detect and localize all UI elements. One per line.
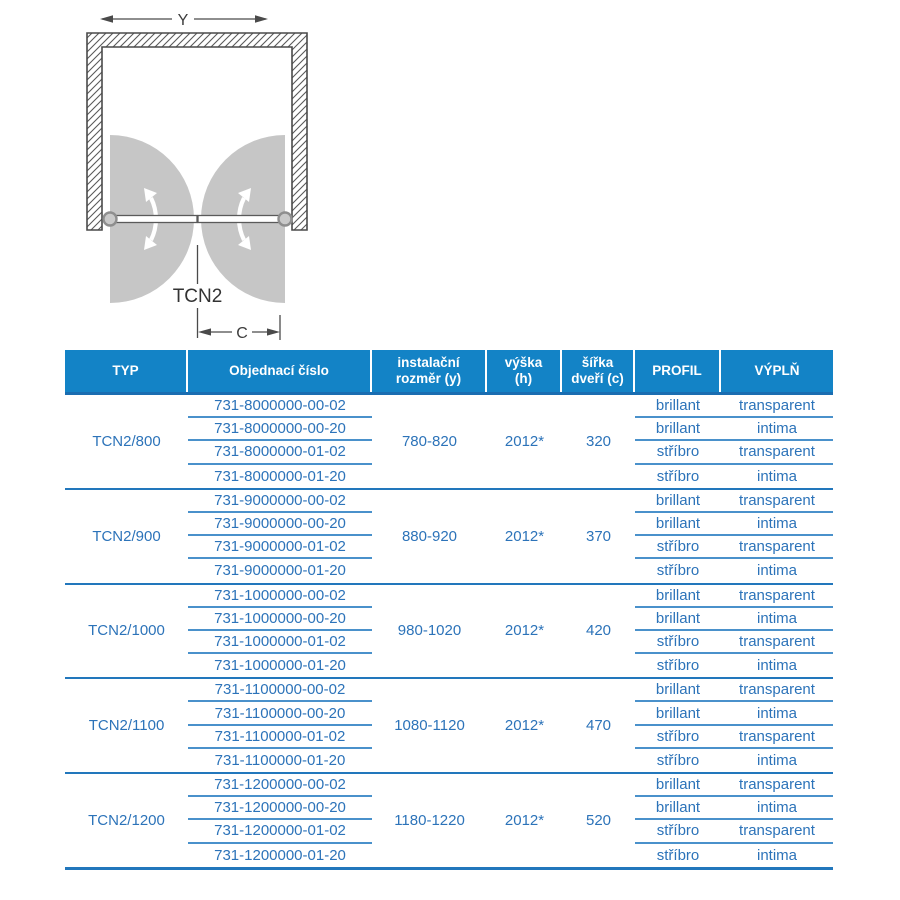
typ-cell: TCN2/1100	[88, 717, 165, 735]
hinge-left	[104, 213, 117, 226]
table-group	[65, 772, 833, 867]
header-profil	[635, 350, 721, 392]
header-height	[487, 350, 562, 392]
install-size-cell: 1180-1220	[394, 811, 465, 829]
vypln-cell: intima	[721, 797, 833, 820]
vypln-cell: transparent	[721, 441, 833, 464]
header-door-width-line1: šířka	[581, 355, 614, 371]
door-width-cell: 470	[585, 717, 612, 735]
profil-cell: stříbro	[635, 726, 721, 749]
order-cell: 731-8000000-01-20	[214, 467, 346, 485]
vypln-cell: intima	[756, 657, 797, 675]
vypln-cell: transparent	[721, 631, 833, 654]
height-cell: 2012*	[504, 432, 545, 450]
profil-cell: brillant	[635, 395, 721, 418]
height-cell: 2012*	[504, 527, 545, 545]
install-size-cell: 1080-1120	[394, 717, 465, 735]
order-cell: 731-8000000-00-02	[188, 395, 372, 418]
header-install-size	[372, 350, 487, 392]
spec-table	[65, 350, 833, 870]
product-label: TCN2	[172, 286, 223, 307]
order-cell: 731-1100000-01-20	[214, 751, 346, 769]
vypln-cell: transparent	[721, 820, 833, 843]
vypln-cell: intima	[721, 702, 833, 725]
order-cell: 731-9000000-00-20	[188, 513, 372, 536]
profil-cell: brillant	[635, 608, 721, 631]
header-order-number	[188, 350, 372, 392]
order-cell: 731-1200000-00-20	[188, 797, 372, 820]
order-cell: 731-9000000-01-02	[188, 536, 372, 559]
order-cell: 731-1200000-00-02	[188, 774, 372, 797]
profil-cell: brillant	[635, 774, 721, 797]
door-width-cell: 370	[585, 527, 612, 545]
order-cell: 731-9000000-01-20	[214, 562, 346, 580]
vypln-cell: intima	[756, 846, 797, 864]
dim-y-line	[100, 12, 268, 29]
profil-cell: stříbro	[635, 536, 721, 559]
typ-cell: TCN2/1000	[88, 622, 165, 640]
header-vypln-label: VÝPLŇ	[754, 363, 800, 379]
install-size-cell: 980-1020	[397, 622, 462, 640]
table-group	[65, 677, 833, 772]
table-group	[65, 488, 833, 583]
vypln-cell: transparent	[721, 774, 833, 797]
header-door-width	[562, 350, 635, 392]
profil-cell: stříbro	[635, 441, 721, 464]
height-cell: 2012*	[504, 622, 545, 640]
vypln-cell: intima	[721, 513, 833, 536]
vypln-cell: intima	[756, 467, 797, 485]
vypln-cell: transparent	[721, 726, 833, 749]
order-cell: 731-1100000-01-02	[188, 726, 372, 749]
header-height-line1: výška	[504, 355, 543, 371]
profil-cell: brillant	[635, 679, 721, 702]
install-size-cell: 880-920	[401, 527, 458, 545]
table-group	[65, 395, 833, 488]
header-order-label: Objednací číslo	[229, 363, 329, 379]
order-cell: 731-1000000-00-02	[188, 585, 372, 608]
vypln-cell: intima	[721, 418, 833, 441]
profil-cell: brillant	[635, 418, 721, 441]
profil-cell: stříbro	[656, 657, 700, 675]
profil-cell: brillant	[635, 702, 721, 725]
order-cell: 731-1000000-01-20	[214, 657, 346, 675]
profil-cell: stříbro	[656, 562, 700, 580]
vypln-cell: intima	[756, 751, 797, 769]
install-size-cell: 780-820	[401, 432, 458, 450]
dim-c-line	[198, 315, 280, 342]
table-body	[65, 395, 833, 870]
header-door-width-line2: dveří (c)	[571, 371, 624, 386]
vypln-cell: transparent	[721, 490, 833, 513]
door-bar	[110, 216, 285, 223]
table-group	[65, 583, 833, 678]
door-width-cell: 320	[585, 432, 612, 450]
order-cell: 731-1200000-01-20	[214, 846, 346, 864]
order-cell: 731-1100000-00-02	[188, 679, 372, 702]
diagram-svg	[75, 8, 315, 343]
vypln-cell: intima	[756, 562, 797, 580]
vypln-cell: transparent	[721, 395, 833, 418]
header-typ-label: TYP	[112, 363, 139, 379]
order-cell: 731-1100000-00-20	[188, 702, 372, 725]
height-cell: 2012*	[504, 717, 545, 735]
installation-diagram	[75, 8, 315, 343]
order-cell: 731-1200000-01-02	[188, 820, 372, 843]
typ-cell: TCN2/1200	[88, 811, 165, 829]
header-install-line2: rozměr (y)	[395, 371, 462, 386]
dim-c-label: C	[236, 325, 248, 342]
order-cell: 731-8000000-01-02	[188, 441, 372, 464]
header-height-line2: (h)	[514, 371, 533, 386]
order-cell: 731-1000000-00-20	[188, 608, 372, 631]
profil-cell: stříbro	[656, 467, 700, 485]
table-header-row	[65, 350, 833, 395]
header-install-line1: instalační	[397, 355, 460, 371]
profil-cell: stříbro	[656, 751, 700, 769]
vypln-cell: transparent	[721, 585, 833, 608]
typ-cell: TCN2/800	[92, 432, 161, 450]
profil-cell: stříbro	[635, 631, 721, 654]
hinge-right	[279, 213, 292, 226]
profil-cell: brillant	[635, 513, 721, 536]
dim-y-label: Y	[177, 12, 189, 29]
profil-cell: stříbro	[635, 820, 721, 843]
door-width-cell: 520	[585, 811, 612, 829]
door-width-cell: 420	[585, 622, 612, 640]
header-vypln	[721, 350, 833, 392]
order-cell: 731-9000000-00-02	[188, 490, 372, 513]
vypln-cell: transparent	[721, 679, 833, 702]
header-profil-label: PROFIL	[652, 363, 702, 379]
vypln-cell: intima	[721, 608, 833, 631]
typ-cell: TCN2/900	[92, 527, 161, 545]
vypln-cell: transparent	[721, 536, 833, 559]
profil-cell: brillant	[635, 585, 721, 608]
profil-cell: stříbro	[656, 846, 700, 864]
profil-cell: brillant	[635, 797, 721, 820]
order-cell: 731-1000000-01-02	[188, 631, 372, 654]
header-typ	[65, 350, 188, 392]
height-cell: 2012*	[504, 811, 545, 829]
profil-cell: brillant	[635, 490, 721, 513]
order-cell: 731-8000000-00-20	[188, 418, 372, 441]
